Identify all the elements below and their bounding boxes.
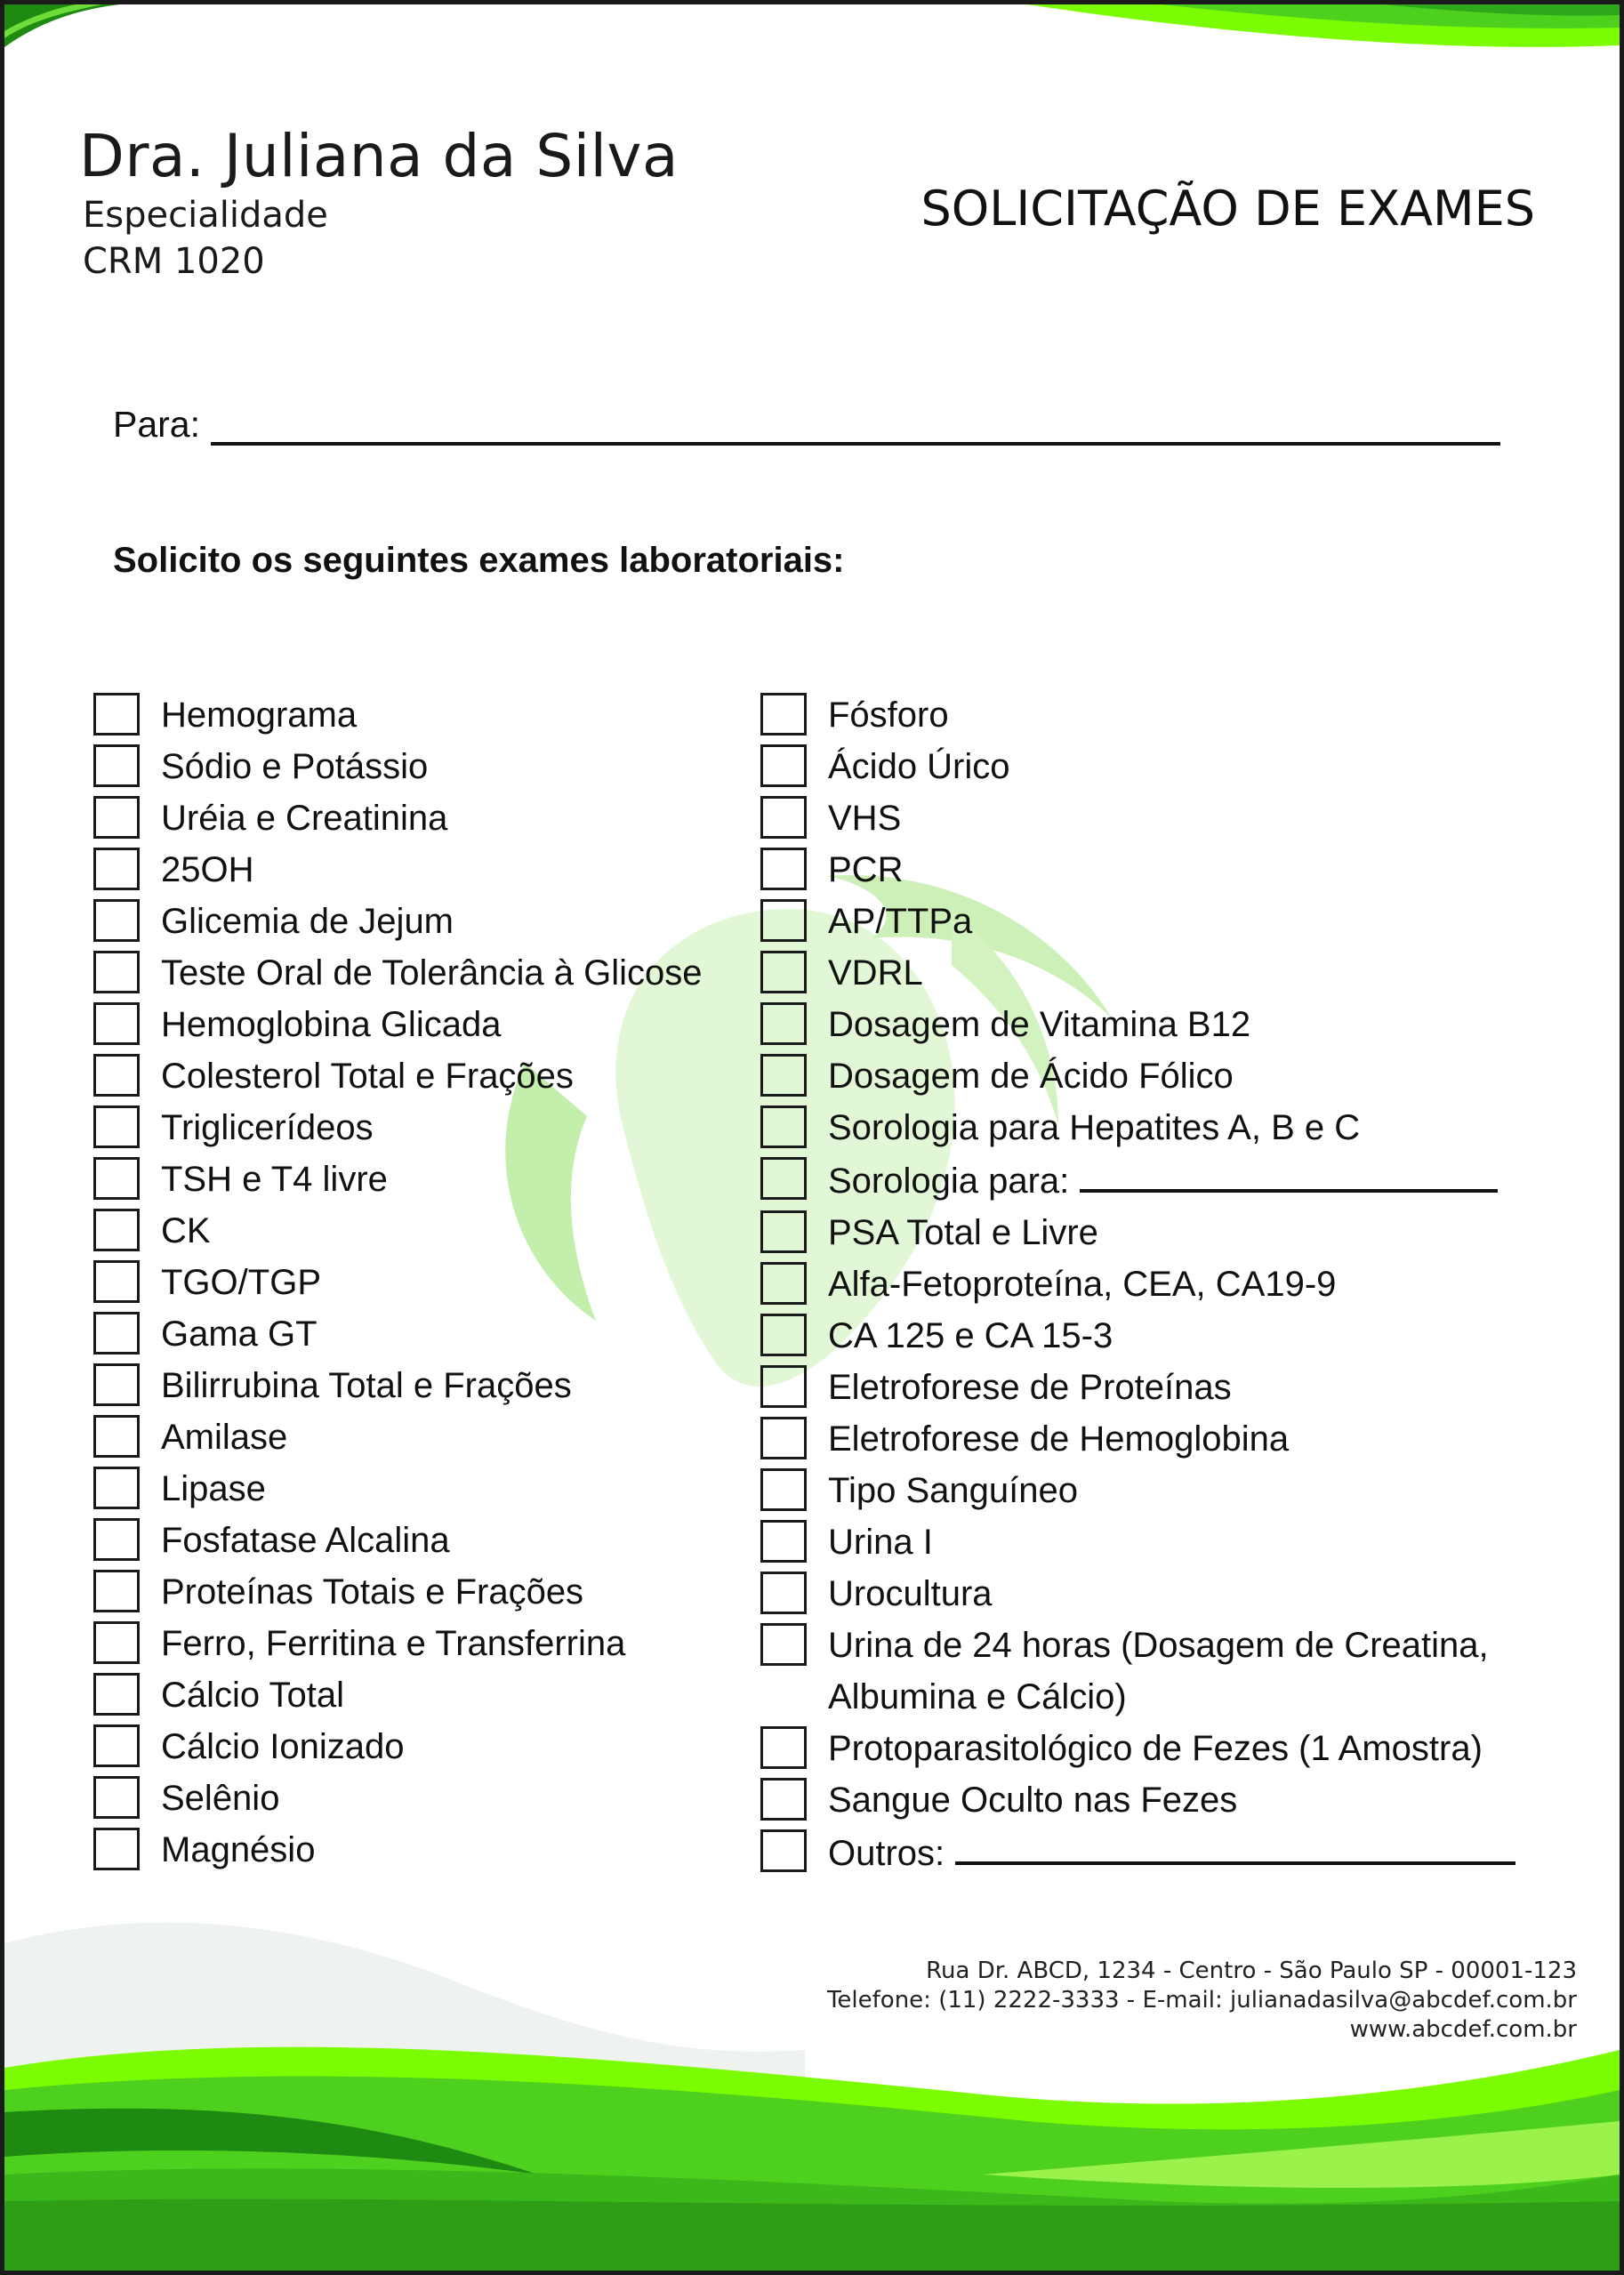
exam-checkbox[interactable] — [760, 1726, 807, 1769]
exam-label-with-blank — [828, 1154, 1498, 1207]
exam-label: CA 125 e CA 15-3 — [828, 1316, 1113, 1355]
exam-item[interactable] — [93, 1102, 702, 1154]
exam-label: Proteínas Totais e Frações — [161, 1572, 584, 1612]
outros-blank-field[interactable] — [955, 1826, 1515, 1865]
exam-item[interactable] — [760, 689, 1611, 741]
exam-checkbox[interactable] — [93, 1054, 140, 1097]
footer-website: www.abcdef.com.br — [1349, 2016, 1577, 2043]
exam-item[interactable] — [93, 1669, 702, 1721]
exam-checkbox[interactable] — [93, 951, 140, 993]
exam-checkbox[interactable] — [760, 1365, 807, 1408]
exam-label: Uréia e Creatinina — [161, 799, 448, 838]
exam-item[interactable] — [760, 1258, 1611, 1310]
exam-label: PCR — [828, 850, 904, 889]
recipient-field[interactable] — [211, 405, 1500, 446]
exam-checkbox[interactable] — [93, 1467, 140, 1509]
exam-item[interactable] — [760, 947, 1611, 999]
doctor-crm: CRM 1020 — [83, 241, 265, 282]
exam-item[interactable] — [760, 792, 1611, 844]
exam-label: Hemograma — [161, 695, 358, 735]
exam-checkbox[interactable] — [93, 1828, 140, 1870]
exam-label: Lipase — [161, 1469, 266, 1508]
top-wave-decoration — [4, 4, 1620, 76]
exam-checkbox[interactable] — [93, 693, 140, 736]
exam-checkbox[interactable] — [93, 744, 140, 787]
exam-checkbox[interactable] — [760, 1468, 807, 1511]
exam-label-with-blank — [828, 1826, 1515, 1879]
exam-label: Ácido Úrico — [828, 747, 1010, 786]
exam-label: Sódio e Potássio — [161, 747, 429, 786]
exam-label: TSH e T4 livre — [161, 1160, 388, 1199]
exam-item[interactable] — [760, 1310, 1611, 1362]
instruction-text: Solicito os seguintes exames laboratoriais: — [113, 541, 845, 580]
exam-label: Alfa-Fetoproteína, CEA, CA19-9 — [828, 1265, 1337, 1304]
exam-item[interactable] — [760, 1207, 1611, 1258]
exam-item[interactable] — [93, 1566, 702, 1618]
exam-label: Glicemia de Jejum — [161, 902, 454, 941]
exam-label: Sorologia para: — [828, 1162, 1070, 1201]
exam-label: Hemoglobina Glicada — [161, 1005, 502, 1044]
exam-checkbox[interactable] — [93, 1724, 140, 1767]
exam-checkbox[interactable] — [93, 1105, 140, 1148]
exam-label: Protoparasitológico de Fezes (1 Amostra) — [828, 1729, 1483, 1768]
exam-checkbox[interactable] — [760, 744, 807, 787]
exam-checkbox[interactable] — [760, 951, 807, 993]
exam-item[interactable] — [760, 1620, 1611, 1723]
exam-label: Urina I — [828, 1523, 933, 1562]
exam-item[interactable] — [93, 1308, 702, 1360]
exam-item[interactable] — [93, 947, 702, 999]
exam-checkbox[interactable] — [760, 1105, 807, 1148]
exam-item[interactable] — [760, 741, 1611, 792]
exam-label: VHS — [828, 799, 902, 838]
doctor-name: Dra. Juliana da Silva — [79, 122, 679, 190]
exam-item[interactable] — [93, 1257, 702, 1308]
exam-checkbox[interactable] — [760, 1829, 807, 1872]
exam-checkbox[interactable] — [760, 796, 807, 839]
exam-checkbox[interactable] — [93, 1415, 140, 1458]
exam-checkbox[interactable] — [93, 1260, 140, 1303]
exam-checkbox[interactable] — [760, 1054, 807, 1097]
exam-label: AP/TTPa — [828, 902, 973, 941]
exam-item[interactable] — [93, 1824, 702, 1876]
exam-checkbox[interactable] — [93, 1363, 140, 1406]
exam-item[interactable] — [93, 896, 702, 947]
exam-item[interactable] — [760, 1413, 1611, 1465]
exam-label: Gama GT — [161, 1314, 318, 1354]
exam-item[interactable] — [760, 1568, 1611, 1620]
exam-item[interactable] — [760, 1362, 1611, 1413]
exam-label: PSA Total e Livre — [828, 1213, 1098, 1252]
exam-checkbox[interactable] — [93, 1312, 140, 1355]
exam-label: Urina de 24 horas (Dosagem de Creatina, Albumina e Cálcio) — [828, 1626, 1489, 1716]
sorologia-blank-field[interactable] — [1080, 1154, 1498, 1193]
exam-item[interactable] — [760, 1516, 1611, 1568]
recipient-row — [113, 403, 1500, 446]
footer-contact-line: Telefone: (11) 2222-3333 - E-mail: julianadasilva@abcdef.com.br — [826, 1987, 1577, 2014]
recipient-label: Para: — [113, 404, 200, 445]
exam-item[interactable] — [93, 1154, 702, 1205]
exam-checkbox[interactable] — [760, 693, 807, 736]
exam-label: Ferro, Ferritina e Transferrina — [161, 1624, 626, 1663]
exam-label: Cálcio Total — [161, 1676, 345, 1715]
exam-label: Bilirrubina Total e Frações — [161, 1366, 572, 1405]
exam-item[interactable] — [93, 1515, 702, 1566]
exam-item-outros[interactable] — [760, 1826, 1611, 1879]
document-title: SOLICITAÇÃO DE EXAMES — [921, 181, 1535, 237]
exam-item[interactable] — [760, 896, 1611, 947]
exam-checkbox[interactable] — [760, 1623, 807, 1666]
exam-checkbox[interactable] — [760, 1520, 807, 1563]
exam-label: Teste Oral de Tolerância à Glicose — [161, 953, 703, 993]
exam-label: Dosagem de Vitamina B12 — [828, 1005, 1251, 1044]
exam-label: Triglicerídeos — [161, 1108, 374, 1147]
exam-checkbox[interactable] — [760, 1778, 807, 1821]
exam-item[interactable] — [93, 1360, 702, 1411]
exam-label: Outros: — [828, 1834, 945, 1873]
exam-item[interactable] — [760, 844, 1611, 896]
exam-item[interactable] — [93, 689, 702, 741]
exam-item[interactable] — [93, 1050, 702, 1102]
exam-item[interactable] — [93, 1463, 702, 1515]
exam-list-left — [93, 689, 702, 1876]
exam-label: Fósforo — [828, 695, 949, 735]
exam-label: TGO/TGP — [161, 1263, 321, 1302]
exam-item[interactable] — [93, 1773, 702, 1824]
exam-checkbox[interactable] — [93, 848, 140, 890]
exam-checkbox[interactable] — [93, 1157, 140, 1200]
exam-checkbox[interactable] — [760, 1262, 807, 1305]
exam-checkbox[interactable] — [93, 1673, 140, 1716]
exam-item[interactable] — [760, 1465, 1611, 1516]
exam-label: Amilase — [161, 1418, 288, 1457]
exam-label: Sorologia para Hepatites A, B e C — [828, 1108, 1361, 1147]
exam-checkbox[interactable] — [760, 1157, 807, 1200]
exam-list-right — [760, 689, 1611, 1879]
exam-item[interactable] — [760, 1774, 1611, 1826]
exam-label: Tipo Sanguíneo — [828, 1471, 1078, 1510]
exam-label: Cálcio Ionizado — [161, 1727, 405, 1766]
exam-item[interactable] — [93, 1411, 702, 1463]
exam-label: CK — [161, 1211, 211, 1250]
footer-contact — [827, 1957, 1577, 2045]
exam-label: Urocultura — [828, 1574, 993, 1613]
exam-item[interactable] — [93, 792, 702, 844]
exam-checkbox[interactable] — [93, 1209, 140, 1251]
exam-label: Selênio — [161, 1779, 280, 1818]
doctor-specialty: Especialidade — [83, 195, 328, 236]
exam-checkbox[interactable] — [760, 1314, 807, 1356]
exam-label: Eletroforese de Hemoglobina — [828, 1419, 1290, 1459]
exam-label: Fosfatase Alcalina — [161, 1521, 450, 1560]
exam-label: Colesterol Total e Frações — [161, 1057, 574, 1096]
exam-label: Sangue Oculto nas Fezes — [828, 1781, 1238, 1820]
exam-checkbox[interactable] — [93, 1621, 140, 1664]
exam-checkbox[interactable] — [760, 1417, 807, 1459]
exam-label: 25OH — [161, 850, 254, 889]
exam-checkbox[interactable] — [760, 848, 807, 890]
exam-checkbox[interactable] — [93, 1002, 140, 1045]
exam-checkbox[interactable] — [93, 1570, 140, 1612]
exam-item[interactable] — [93, 1618, 702, 1669]
exam-item[interactable] — [760, 1723, 1611, 1774]
exam-label: Eletroforese de Proteínas — [828, 1368, 1232, 1407]
exam-item[interactable] — [93, 1721, 702, 1773]
exam-checkbox[interactable] — [760, 1572, 807, 1614]
exam-checkbox[interactable] — [93, 1776, 140, 1819]
exam-item[interactable] — [760, 1050, 1611, 1102]
exam-item[interactable] — [760, 999, 1611, 1050]
exam-item[interactable] — [93, 1205, 702, 1257]
exam-checkbox[interactable] — [93, 899, 140, 942]
exam-item[interactable] — [93, 999, 702, 1050]
exam-checkbox[interactable] — [760, 899, 807, 942]
exam-item[interactable] — [93, 741, 702, 792]
exam-item[interactable] — [760, 1102, 1611, 1154]
exam-item[interactable] — [93, 844, 702, 896]
exam-label: Magnésio — [161, 1830, 316, 1869]
exam-label: Dosagem de Ácido Fólico — [828, 1057, 1234, 1096]
exam-item-sorologia-other[interactable] — [760, 1154, 1611, 1207]
footer-address: Rua Dr. ABCD, 1234 - Centro - São Paulo SP - 00001-123 — [926, 1957, 1577, 1984]
exam-checkbox[interactable] — [93, 1518, 140, 1561]
exam-label: VDRL — [828, 953, 923, 993]
exam-checkbox[interactable] — [93, 796, 140, 839]
exam-checkbox[interactable] — [760, 1210, 807, 1253]
exam-checkbox[interactable] — [760, 1002, 807, 1045]
